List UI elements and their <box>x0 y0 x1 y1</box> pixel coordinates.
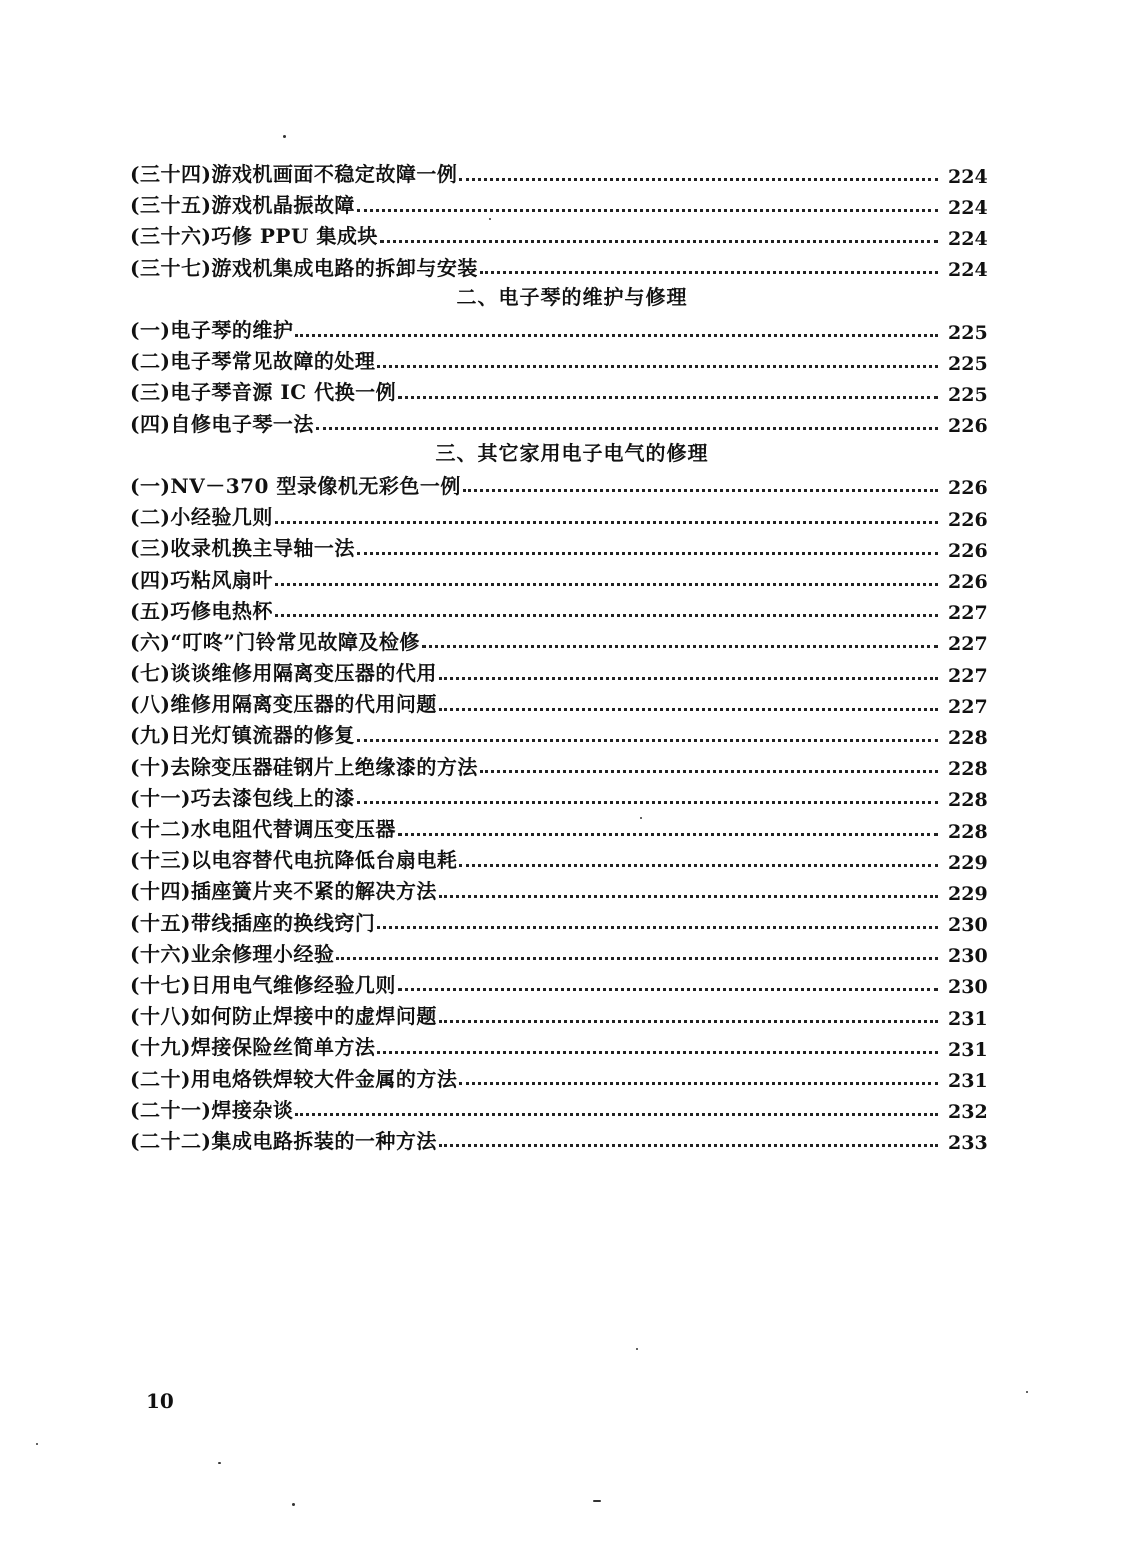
toc-entry <box>130 625 988 656</box>
toc-entry-page: 231 <box>948 1038 988 1061</box>
toc-entry-page: 230 <box>948 945 988 968</box>
toc-entry-title: (二)电子琴常见故障的处理 <box>130 345 377 374</box>
toc-entry-title: (十四)插座簧片夹不紧的解决方法 <box>130 875 439 904</box>
toc-entry-title: (八)维修用隔离变压器的代用问题 <box>130 688 439 717</box>
dot-leader <box>463 488 938 492</box>
toc-entry-page: 225 <box>948 383 988 406</box>
toc-entry-title: (二)小经验几则 <box>130 501 275 530</box>
scan-speck <box>489 218 491 220</box>
dot-leader <box>422 644 938 648</box>
toc-entry-title: (七)谈谈维修用隔离变压器的代用 <box>130 657 439 686</box>
scan-speck <box>218 1462 221 1464</box>
toc-entry <box>130 1030 988 1061</box>
toc-entry-title: (二十)用电烙铁焊较大件金属的方法 <box>130 1063 459 1092</box>
toc-entry-page: 226 <box>948 539 988 562</box>
toc-entry-page: 225 <box>948 321 988 344</box>
scan-speck <box>1026 1391 1028 1393</box>
toc-group-section3 <box>130 469 988 1155</box>
toc-entry-page: 226 <box>948 571 988 594</box>
section-heading-electronic-keyboard <box>130 282 982 313</box>
toc-entry-title: (一)电子琴的维护 <box>130 314 295 343</box>
toc-entry-page: 231 <box>948 1070 988 1093</box>
scan-speck <box>636 1348 638 1350</box>
toc-entry <box>130 999 988 1030</box>
dot-leader <box>480 270 938 274</box>
scan-speck <box>593 1500 601 1502</box>
toc-entry-title: (十二)水电阻代替调压变压器 <box>130 813 398 842</box>
toc-entry <box>130 843 988 874</box>
toc-entry-title: (二十一)焊接杂谈 <box>130 1094 295 1123</box>
toc-entry-page: 228 <box>948 726 988 749</box>
toc-entry-page: 226 <box>948 415 988 438</box>
dot-leader <box>377 364 938 368</box>
dot-leader <box>357 738 938 742</box>
toc-entry <box>130 874 988 905</box>
dot-leader <box>377 1050 938 1054</box>
toc-entry <box>130 656 988 687</box>
toc-entry <box>130 251 988 282</box>
toc-entry-page: 227 <box>948 695 988 718</box>
toc-entry-page: 228 <box>948 820 988 843</box>
toc-entry <box>130 531 988 562</box>
scan-speck <box>292 1503 295 1506</box>
toc-entry-page: 228 <box>948 789 988 812</box>
dot-leader <box>398 395 938 399</box>
toc-entry <box>130 188 988 219</box>
toc-entry-title: (十六)业余修理小经验 <box>130 938 336 967</box>
toc-entry-page: 227 <box>948 633 988 656</box>
toc-entry <box>130 344 988 375</box>
toc-entry-title: (十一)巧去漆包线上的漆 <box>130 782 357 811</box>
dot-leader <box>439 676 938 680</box>
toc-entry-page: 229 <box>948 851 988 874</box>
dot-leader <box>439 1019 938 1023</box>
toc-entry <box>130 968 988 999</box>
toc-entry <box>130 375 988 406</box>
toc-entry-title: (九)日光灯镇流器的修复 <box>130 719 357 748</box>
scan-speck <box>36 1443 38 1445</box>
toc-entry <box>130 157 988 188</box>
toc-entry <box>130 718 988 749</box>
toc-group-section2 <box>130 313 988 438</box>
toc-entry-title: (十)去除变压器硅钢片上绝缘漆的方法 <box>130 751 480 780</box>
toc-entry <box>130 1061 988 1093</box>
toc-entry <box>130 1093 988 1124</box>
toc-entry-title: (四)自修电子琴一法 <box>130 408 316 437</box>
dot-leader <box>459 863 938 867</box>
toc-entry-title: (三十四)游戏机画面不稳定故障一例 <box>130 158 459 187</box>
toc-entry-title: (三十七)游戏机集成电路的拆卸与安装 <box>130 252 480 281</box>
toc-entry-title: (四)巧粘风扇叶 <box>130 564 275 593</box>
toc-entry <box>130 313 988 344</box>
toc-entry-page: 230 <box>948 976 988 999</box>
scan-speck <box>283 135 286 138</box>
toc-entry-page: 224 <box>948 259 988 282</box>
toc-entry-page: 226 <box>948 508 988 531</box>
toc-entry <box>130 500 988 531</box>
toc-entry-title: (三十六)巧修 PPU 集成块 <box>130 220 380 249</box>
toc-entry-title: (六)“叮咚”门铃常见故障及检修 <box>130 626 422 655</box>
dot-leader <box>275 613 938 617</box>
toc-entry-title: (十五)带线插座的换线窍门 <box>130 907 377 936</box>
dot-leader <box>295 333 938 337</box>
dot-leader <box>439 1143 938 1147</box>
toc-entry-title: (十八)如何防止焊接中的虚焊问题 <box>130 1000 439 1029</box>
toc-entry-page: 230 <box>948 914 988 937</box>
toc-entry-title: (五)巧修电热杯 <box>130 595 275 624</box>
table-of-contents <box>130 157 988 1155</box>
dot-leader <box>336 956 938 960</box>
dot-leader <box>357 800 938 804</box>
toc-entry <box>130 687 988 718</box>
toc-entry-title: (二十二)集成电路拆装的一种方法 <box>130 1125 439 1154</box>
dot-leader <box>275 582 938 586</box>
toc-entry-title: (一)NV－370 型录像机无彩色一例 <box>130 470 463 499</box>
toc-entry <box>130 781 988 812</box>
toc-entry-page: 224 <box>948 165 988 188</box>
dot-leader <box>380 239 938 243</box>
dot-leader <box>459 1081 938 1085</box>
dot-leader <box>357 551 938 555</box>
dot-leader <box>275 520 938 524</box>
toc-entry-title: (三)收录机换主导轴一法 <box>130 532 357 561</box>
dot-leader <box>357 208 938 212</box>
dot-leader <box>439 707 938 711</box>
dot-leader <box>398 832 938 836</box>
dot-leader <box>295 1112 938 1116</box>
toc-entry-page: 224 <box>948 196 988 219</box>
toc-entry-page: 226 <box>948 477 988 500</box>
toc-entry <box>130 812 988 843</box>
toc-entry <box>130 219 988 250</box>
dot-leader <box>439 894 938 898</box>
section-heading-household-appliances <box>130 438 982 469</box>
toc-entry-page: 228 <box>948 758 988 781</box>
toc-entry <box>130 594 988 625</box>
dot-leader <box>316 426 938 430</box>
toc-entry-title: (三)电子琴音源 IC 代换一例 <box>130 376 398 405</box>
section-heading-text: 二、电子琴的维护与修理 <box>456 284 688 309</box>
dot-leader <box>377 925 938 929</box>
toc-entry <box>130 750 988 781</box>
toc-entry <box>130 937 988 968</box>
toc-entry-page: 227 <box>948 602 988 625</box>
toc-entry-page: 224 <box>948 227 988 250</box>
toc-entry <box>130 562 988 594</box>
dot-leader <box>398 987 938 991</box>
toc-entry-title: (三十五)游戏机晶振故障 <box>130 189 357 218</box>
toc-entry <box>130 469 988 500</box>
section-heading-text: 三、其它家用电子电气的修理 <box>435 440 709 465</box>
toc-entry-page: 225 <box>948 352 988 375</box>
toc-entry <box>130 906 988 937</box>
toc-entry-page: 233 <box>948 1132 988 1155</box>
toc-entry-page: 229 <box>948 882 988 905</box>
toc-entry-page: 227 <box>948 664 988 687</box>
page-number: 10 <box>146 1389 174 1413</box>
toc-entry-page: 231 <box>948 1007 988 1030</box>
toc-entry-title: (十九)焊接保险丝简单方法 <box>130 1031 377 1060</box>
toc-group-top <box>130 157 988 282</box>
toc-entry-title: (十七)日用电气维修经验几则 <box>130 969 398 998</box>
dot-leader <box>480 769 938 773</box>
scan-speck <box>640 817 642 819</box>
toc-entry-title: (十三)以电容替代电抗降低台扇电耗 <box>130 844 459 873</box>
toc-entry <box>130 1124 988 1155</box>
toc-entry-page: 232 <box>948 1101 988 1124</box>
toc-entry <box>130 407 988 438</box>
dot-leader <box>459 177 938 181</box>
